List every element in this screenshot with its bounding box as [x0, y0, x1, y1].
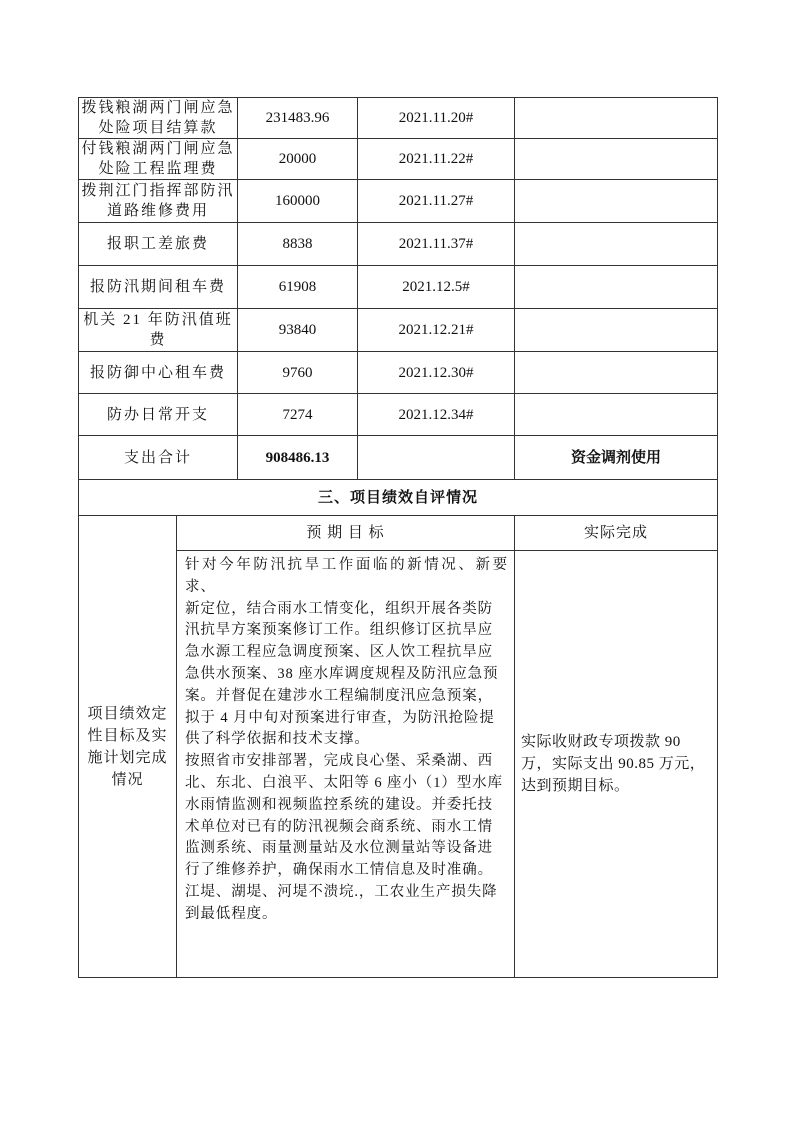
item-note: [515, 180, 718, 223]
performance-header-row: [79, 516, 718, 551]
table-row: [79, 180, 718, 223]
table-row: [79, 139, 718, 180]
item-voucher: 2021.11.20#: [358, 98, 515, 139]
table-row: [79, 309, 718, 352]
item-note: [515, 223, 718, 266]
item-name: 机关 21 年防汛值班 费: [79, 309, 238, 352]
table-row: [79, 98, 718, 139]
item-amount: 7274: [238, 394, 358, 436]
table-row: [79, 266, 718, 309]
actual-header: 实际完成: [515, 516, 718, 551]
section-header-row: [79, 480, 718, 516]
item-amount: 231483.96: [238, 98, 358, 139]
item-amount: 160000: [238, 180, 358, 223]
item-name: 拨钱粮湖两门闸应急 处险项目结算款: [79, 98, 238, 139]
item-amount: 93840: [238, 309, 358, 352]
actual-text: 实际收财政专项拨款 90 万，实际支出 90.85 万元，达到预期目标。: [515, 551, 718, 978]
total-row: [79, 436, 718, 480]
item-name: 报防汛期间租车费: [79, 266, 238, 309]
item-amount: 9760: [238, 352, 358, 394]
total-amount: 908486.13: [238, 436, 358, 480]
item-note: [515, 139, 718, 180]
item-name: 防办日常开支: [79, 394, 238, 436]
total-note: 资金调剂使用: [515, 436, 718, 480]
section-title: 三、项目绩效自评情况: [79, 480, 718, 516]
item-voucher: 2021.11.27#: [358, 180, 515, 223]
item-voucher: 2021.12.34#: [358, 394, 515, 436]
table-row: [79, 352, 718, 394]
expenditure-table: [78, 97, 718, 978]
item-note: [515, 266, 718, 309]
item-voucher: 2021.12.5#: [358, 266, 515, 309]
item-note: [515, 394, 718, 436]
item-voucher: 2021.12.30#: [358, 352, 515, 394]
table-row: [79, 223, 718, 266]
item-name: 付钱粮湖两门闸应急 处险工程监理费: [79, 139, 238, 180]
item-name: 报职工差旅费: [79, 223, 238, 266]
expected-text: 针对今年防汛抗旱工作面临的新情况、新要求、 新定位，结合雨水工情变化，组织开展各类防 汛抗旱方案预案修订工作。组织修订区抗旱应 急水源工程应急调度预案、区人饮工程抗旱应 急供水预案、38 座水库调度规程及防汛应急预 案。并督促在建涉水工程编制度汛应急预案， 拟于 4 月中旬对预案进行审查，为防汛抢险提 供了科学依据和技术支撑。 按照省市安排部署，完成良心堡、采桑湖、西 北、东北、白浪平、太阳等 6 座小（1）型水库 水雨情监测和视频监控系统的建设。并委托技 术单位对已有的防汛视频会商系统、雨水工情 监测系统、雨量测量站及水位测量站等设备进 行了维修养护，确保雨水工情信息及时准确。 江堤、湖堤、河堤不溃垸.，工农业生产损失降 到最低程度。: [177, 551, 515, 978]
item-name: 拨荆江门指挥部防汛 道路维修费用: [79, 180, 238, 223]
item-amount: 20000: [238, 139, 358, 180]
total-voucher: [358, 436, 515, 480]
item-note: [515, 352, 718, 394]
table-row: [79, 394, 718, 436]
item-amount: 8838: [238, 223, 358, 266]
expected-header: 预 期 目 标: [177, 516, 515, 551]
total-label: 支出合计: [79, 436, 238, 480]
item-amount: 61908: [238, 266, 358, 309]
item-voucher: 2021.11.22#: [358, 139, 515, 180]
item-name: 报防御中心租车费: [79, 352, 238, 394]
item-voucher: 2021.11.37#: [358, 223, 515, 266]
item-voucher: 2021.12.21#: [358, 309, 515, 352]
item-note: [515, 309, 718, 352]
performance-row-label: 项目绩效定 性目标及实 施计划完成 情况: [79, 516, 177, 978]
item-note: [515, 98, 718, 139]
